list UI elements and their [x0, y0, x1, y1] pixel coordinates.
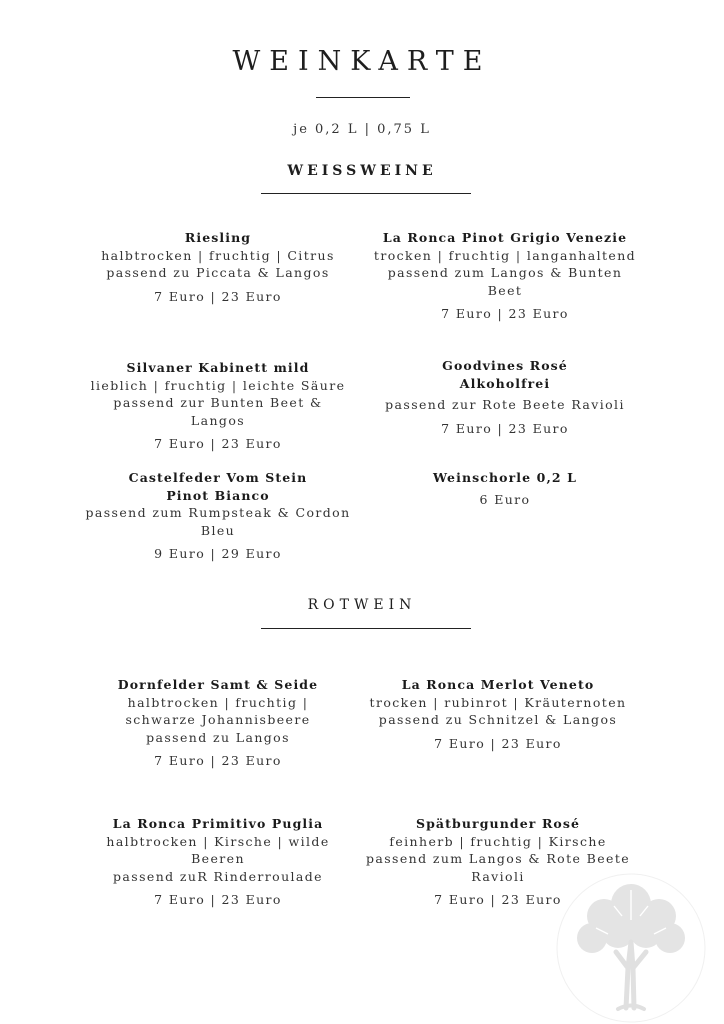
wine-description: halbtrocken | Kirsche | wilde Beeren — [106, 833, 330, 866]
section-divider-white — [261, 193, 471, 194]
wine-name: Weinschorle 0,2 L — [432, 470, 578, 485]
wine-name: Spätburgunder Rosé — [415, 816, 581, 831]
menu-title: WEINKARTE — [232, 46, 492, 77]
wine-price: 7 Euro | 23 Euro — [434, 892, 562, 907]
wine-price: 7 Euro | 23 Euro — [154, 288, 282, 304]
wine-item — [84, 469, 352, 563]
wine-pairing: passend zur Bunten Beet & Langos — [113, 395, 323, 428]
wine-price: 7 Euro | 23 Euro — [441, 306, 569, 321]
wine-description: halbtrocken | fruchtig | Citrus — [101, 247, 335, 263]
wine-item — [371, 357, 639, 437]
wine-description: feinherb | fruchtig | Kirsche — [389, 833, 607, 849]
oak-tree-icon — [556, 868, 706, 1024]
section-heading-red-wine: ROTWEIN — [307, 597, 417, 613]
wine-description: trocken | rubinrot | Kräuternoten — [369, 694, 627, 710]
wine-price: 9 Euro | 29 Euro — [154, 546, 282, 561]
wine-pairing: passend zum Rumpsteak & Cordon Bleu — [85, 505, 351, 538]
wine-price: 7 Euro | 23 Euro — [441, 420, 569, 436]
wine-name: La Ronca Primitivo Puglia — [112, 816, 324, 831]
wine-description: lieblich | fruchtig | leichte Säure — [90, 377, 346, 393]
wine-pairing: passend zur Rote Beete Ravioli — [385, 397, 625, 412]
wine-pairing: passend zum Langos & Rote Beete Ravioli — [365, 851, 631, 884]
section-divider-red — [261, 628, 471, 629]
wine-name: Goodvines Rosé Alkoholfrei — [442, 358, 568, 391]
wine-name: Silvaner Kabinett mild — [126, 360, 310, 375]
serving-sizes: je 0,2 L | 0,75 L — [293, 122, 431, 137]
wine-price: 7 Euro | 23 Euro — [154, 436, 282, 451]
wine-name: Castelfeder Vom Stein Pinot Bianco — [128, 470, 308, 503]
wine-pairing: passend zu Piccata & Langos — [106, 265, 330, 280]
wine-pairing: passend zuR Rinderroulade — [113, 868, 323, 884]
wine-pairing: passend zu Langos — [146, 729, 290, 745]
wine-description: halbtrocken | fruchtig | schwarze Johannisbeere — [125, 694, 311, 727]
wine-item — [84, 359, 352, 453]
wine-item — [364, 676, 632, 752]
wine-item — [84, 676, 352, 770]
wine-name: Dornfelder Samt & Seide — [117, 677, 319, 692]
wine-pairing: passend zu Schnitzel & Langos — [378, 712, 618, 727]
wine-name: Riesling — [184, 230, 252, 245]
wine-name: La Ronca Pinot Grigio Venezie — [382, 230, 628, 245]
wine-item — [84, 229, 352, 305]
wine-price: 7 Euro | 23 Euro — [154, 753, 282, 768]
wine-description: trocken | fruchtig | langanhaltend — [373, 247, 637, 263]
wine-price: 7 Euro | 23 Euro — [434, 735, 562, 751]
wine-pairing: passend zum Langos & Bunten Beet — [387, 265, 623, 298]
wine-price: 7 Euro | 23 Euro — [154, 892, 282, 907]
wine-name: La Ronca Merlot Veneto — [401, 677, 595, 692]
wine-item — [84, 815, 352, 909]
section-heading-white-wines: WEISSWEINE — [287, 163, 437, 179]
title-divider — [316, 97, 410, 98]
wine-item — [371, 469, 639, 508]
wine-price: 6 Euro — [479, 491, 531, 507]
wine-item — [371, 229, 639, 323]
